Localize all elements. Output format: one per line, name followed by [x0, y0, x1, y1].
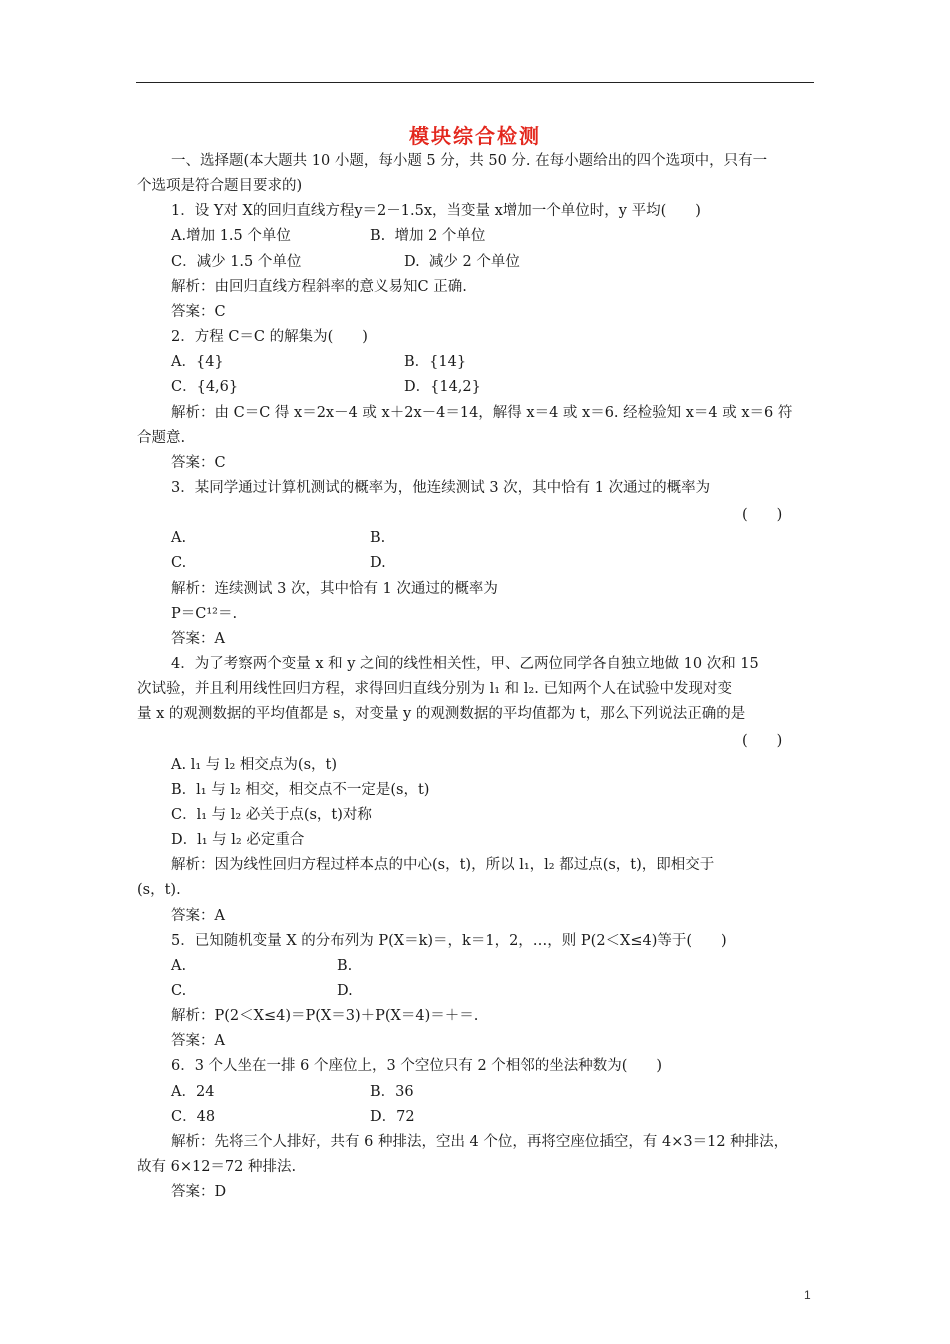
- text-line: 答案：D: [171, 1184, 227, 1200]
- text-line: 故有 6×12＝72 种排法.: [137, 1159, 297, 1175]
- text-line: 一、选择题(本大题共 10 小题，每小题 5 分，共 50 分. 在每小题给出的四个选项中，只有一: [171, 153, 768, 169]
- text-line: 答案：A: [171, 1033, 225, 1049]
- text-line: 解析：先将三个人排好，共有 6 种排法，空出 4 个位，再将空座位插空，有 4×3＝12 种排法，: [171, 1134, 789, 1150]
- text-line: 量 x 的观测数据的平均值都是 s，对变量 y 的观测数据的平均值都为 t，那么下列说法正确的是: [137, 706, 746, 722]
- page-title: 模块综合检测: [409, 124, 541, 148]
- page-number: 1: [804, 1288, 811, 1302]
- text-line: A.增加 1.5 个单位: [171, 228, 291, 244]
- text-line: 6．3 个人坐在一排 6 个座位上，3 个空位只有 2 个相邻的坐法种数为( ): [171, 1058, 663, 1074]
- text-line: 3．某同学通过计算机测试的概率为，他连续测试 3 次，其中恰有 1 次通过的概率为: [171, 480, 711, 496]
- text-line: 4．为了考察两个变量 x 和 y 之间的线性相关性，甲、乙两位同学各自独立地做 10 次和 15: [171, 656, 759, 672]
- text-line: 个选项是符合题目要求的): [137, 178, 303, 194]
- header-rule: [136, 82, 814, 83]
- option-text: D.: [370, 555, 386, 571]
- text-line: 解析：P(2＜X≤4)＝P(X＝3)＋P(X＝4)＝＋＝.: [171, 1008, 479, 1024]
- option-text: B.: [337, 958, 353, 974]
- text-line: P＝C¹²＝.: [171, 606, 238, 622]
- option-text: B. 增加 2 个单位: [370, 228, 486, 244]
- text-line: A.: [171, 530, 187, 546]
- text-line: ( ): [742, 733, 783, 749]
- text-line: 答案：A: [171, 631, 225, 647]
- text-line: 5．已知随机变量 X 的分布列为 P(X＝k)＝，k＝1，2，…，则 P(2＜X≤4)等于( ): [171, 933, 727, 949]
- text-line: 解析：由回归直线方程斜率的意义易知C 正确.: [171, 279, 467, 295]
- text-line: C.: [171, 983, 187, 999]
- text-line: A. l₁ 与 l₂ 相交点为(s，t): [171, 757, 337, 773]
- text-line: 解析：由 C＝C 得 x＝2x－4 或 x＋2x－4＝14，解得 x＝4 或 x＝6. 经检验知 x＝4 或 x＝6 符: [171, 405, 793, 421]
- text-line: C．{4,6}: [171, 379, 239, 395]
- text-line: A．24: [171, 1084, 215, 1100]
- option-text: D．72: [370, 1109, 415, 1125]
- text-line: C．减少 1.5 个单位: [171, 254, 302, 270]
- text-line: 答案：A: [171, 908, 225, 924]
- text-line: 解析：连续测试 3 次，其中恰有 1 次通过的概率为: [171, 581, 498, 597]
- option-text: B．36: [370, 1084, 414, 1100]
- text-line: ( ): [742, 507, 783, 523]
- text-line: C．l₁ 与 l₂ 必关于点(s，t)对称: [171, 807, 372, 823]
- text-line: C.: [171, 555, 187, 571]
- text-line: 答案：C: [171, 455, 226, 471]
- text-line: 答案：C: [171, 304, 226, 320]
- option-text: D.: [337, 983, 353, 999]
- text-line: 2．方程 C＝C 的解集为( ): [171, 329, 368, 345]
- text-line: B．l₁ 与 l₂ 相交，相交点不一定是(s，t): [171, 782, 430, 798]
- option-text: B．{14}: [404, 354, 467, 370]
- option-text: B.: [370, 530, 386, 546]
- text-line: C．48: [171, 1109, 216, 1125]
- text-line: 解析：因为线性回归方程过样本点的中心(s，t)，所以 l₁，l₂ 都过点(s，t)，即相交于: [171, 857, 715, 873]
- option-text: D．{14,2}: [404, 379, 481, 395]
- text-line: D．l₁ 与 l₂ 必定重合: [171, 832, 305, 848]
- text-line: A.: [171, 958, 187, 974]
- text-line: 合题意.: [137, 430, 186, 446]
- text-line: A．{4}: [171, 354, 224, 370]
- text-line: 1．设 Y对 X的回归直线方程y＝2－1.5x，当变量 x增加一个单位时，y 平均( ): [171, 203, 701, 219]
- option-text: D. 减少 2 个单位: [404, 254, 520, 270]
- text-line: (s，t).: [137, 882, 181, 898]
- text-line: 次试验，并且利用线性回归方程，求得回归直线分别为 l₁ 和 l₂. 已知两个人在试验中发现对变: [137, 681, 732, 697]
